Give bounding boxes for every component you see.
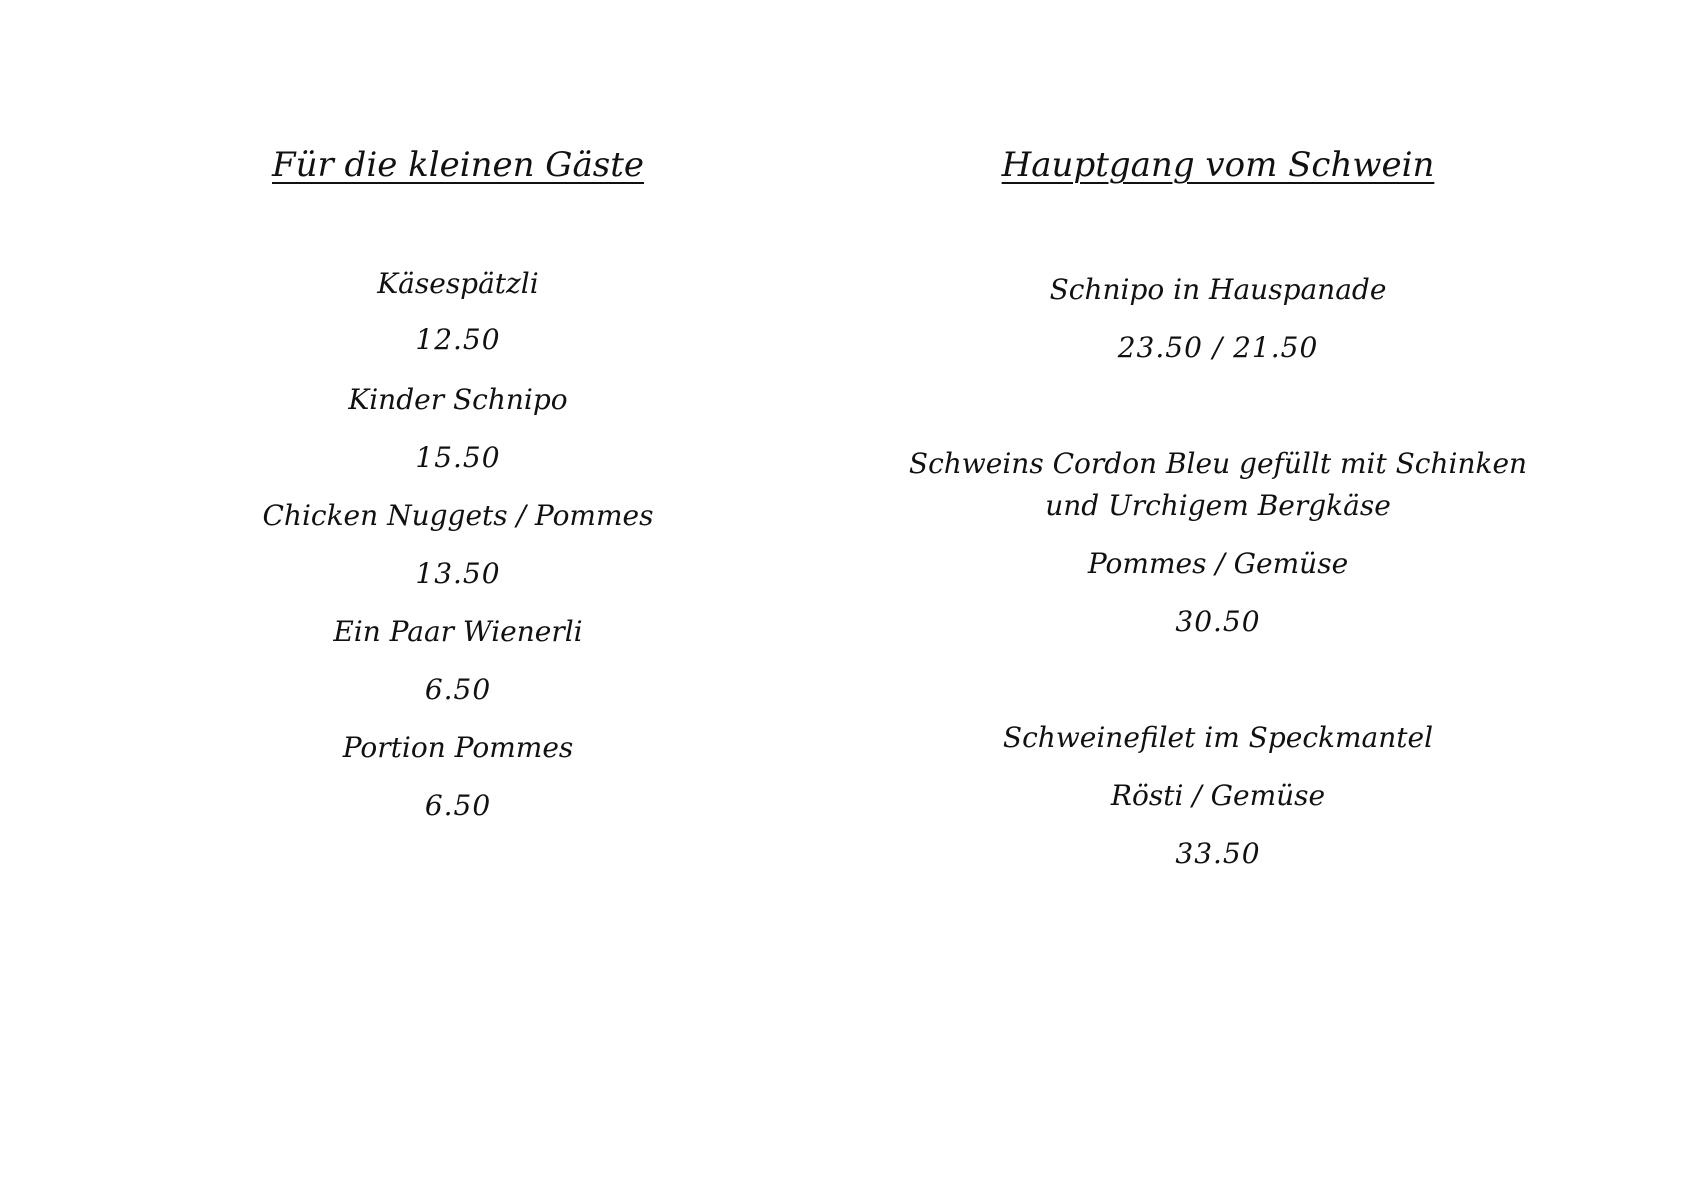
section-title: Für die kleinen Gäste (272, 145, 644, 185)
menu-item-price: 13.50 (415, 557, 501, 590)
menu-item-price: 6.50 (424, 789, 492, 822)
menu-item-name: Schnipo in Hauspanade (1049, 273, 1387, 306)
menu-item-name: Chicken Nuggets / Pommes (262, 499, 654, 532)
menu-item-name: Schweins Cordon Bleu gefüllt mit Schinken (908, 447, 1528, 480)
menu-item-side: Rösti / Gemüse (1110, 779, 1326, 812)
menu-item-side: Pommes / Gemüse (1087, 547, 1349, 580)
menu-item-name: Ein Paar Wienerli (333, 615, 583, 648)
menu-item-price: 30.50 (1175, 605, 1261, 638)
menu-item-name: Kinder Schnipo (348, 383, 568, 416)
section-title: Hauptgang vom Schwein (1001, 145, 1435, 185)
menu-item-name: Portion Pommes (342, 731, 574, 764)
menu-item-name: und Urchigem Bergkäse (1045, 489, 1391, 522)
menu-item-name: Schweinefilet im Speckmantel (1002, 721, 1434, 754)
menu-item-price: 12.50 (415, 323, 501, 356)
menu-item-name: Käsespätzli (377, 267, 539, 300)
menu-item-price: 33.50 (1175, 837, 1261, 870)
menu-item-price: 6.50 (424, 673, 492, 706)
menu-item-price: 23.50 / 21.50 (1117, 331, 1319, 364)
menu-item-price: 15.50 (415, 441, 501, 474)
